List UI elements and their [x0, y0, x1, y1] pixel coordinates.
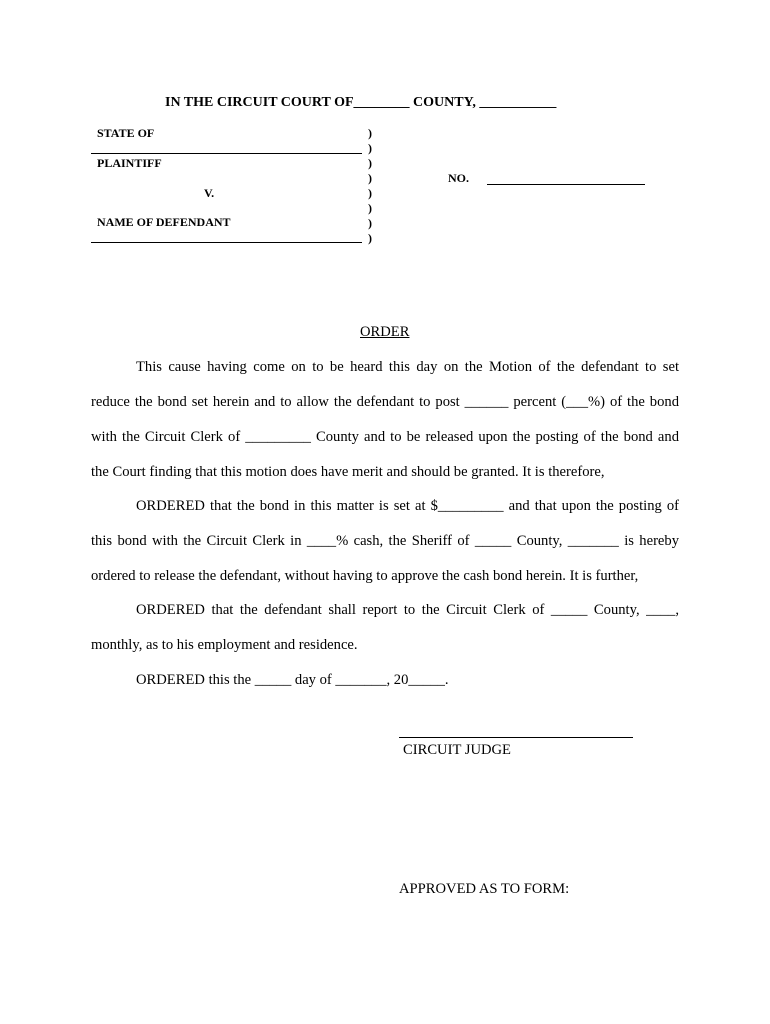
judge-signature-line [399, 737, 633, 738]
approved-as-to-form-label: APPROVED AS TO FORM: [399, 881, 570, 897]
paren-mark: ) [368, 201, 372, 215]
paren-mark: ) [368, 231, 372, 245]
order-title: ORDER [360, 324, 410, 340]
circuit-judge-label: CIRCUIT JUDGE [403, 742, 511, 758]
paren-mark: ) [368, 186, 372, 200]
defendant-label: NAME OF DEFENDANT [97, 215, 231, 229]
order-line: ORDERED that the bond in this matter is set at $_________ and that upon the posting of [136, 498, 679, 514]
plaintiff-label: PLAINTIFF [97, 156, 162, 170]
versus-label: V. [204, 186, 215, 200]
defendant-signature-line [91, 242, 362, 243]
order-line: ordered to release the defendant, without having to approve the cash bond herein. It is further, [91, 568, 639, 584]
order-line: monthly, as to his employment and residence. [91, 637, 358, 653]
order-line: ORDERED that the defendant shall report to the Circuit Clerk of _____ County, ____, [136, 602, 679, 618]
paren-mark: ) [368, 126, 372, 140]
state-signature-line [91, 153, 362, 154]
order-line: ORDERED this the _____ day of _______, 20_____. [136, 672, 449, 688]
order-line: reduce the bond set herein and to allow the defendant to post ______ percent (___%) of the bond [91, 394, 679, 410]
order-line: this bond with the Circuit Clerk in ____% cash, the Sheriff of _____ County, _______ is hereby [91, 533, 679, 549]
state-label: STATE OF [97, 126, 155, 140]
paren-mark: ) [368, 141, 372, 155]
caption-parentheses [368, 126, 372, 246]
paren-mark: ) [368, 216, 372, 230]
order-line: with the Circuit Clerk of _________ County and to be released upon the posting of the bond and [91, 429, 679, 445]
court-header: IN THE CIRCUIT COURT OF________ COUNTY, ___________ [165, 95, 557, 110]
order-line: This cause having come on to be heard this day on the Motion of the defendant to set [136, 359, 679, 375]
case-number-label: NO. [448, 171, 469, 185]
case-number-line [487, 184, 645, 185]
paren-mark: ) [368, 171, 372, 185]
order-line: the Court finding that this motion does have merit and should be granted. It is therefore, [91, 464, 605, 480]
paren-mark: ) [368, 156, 372, 170]
